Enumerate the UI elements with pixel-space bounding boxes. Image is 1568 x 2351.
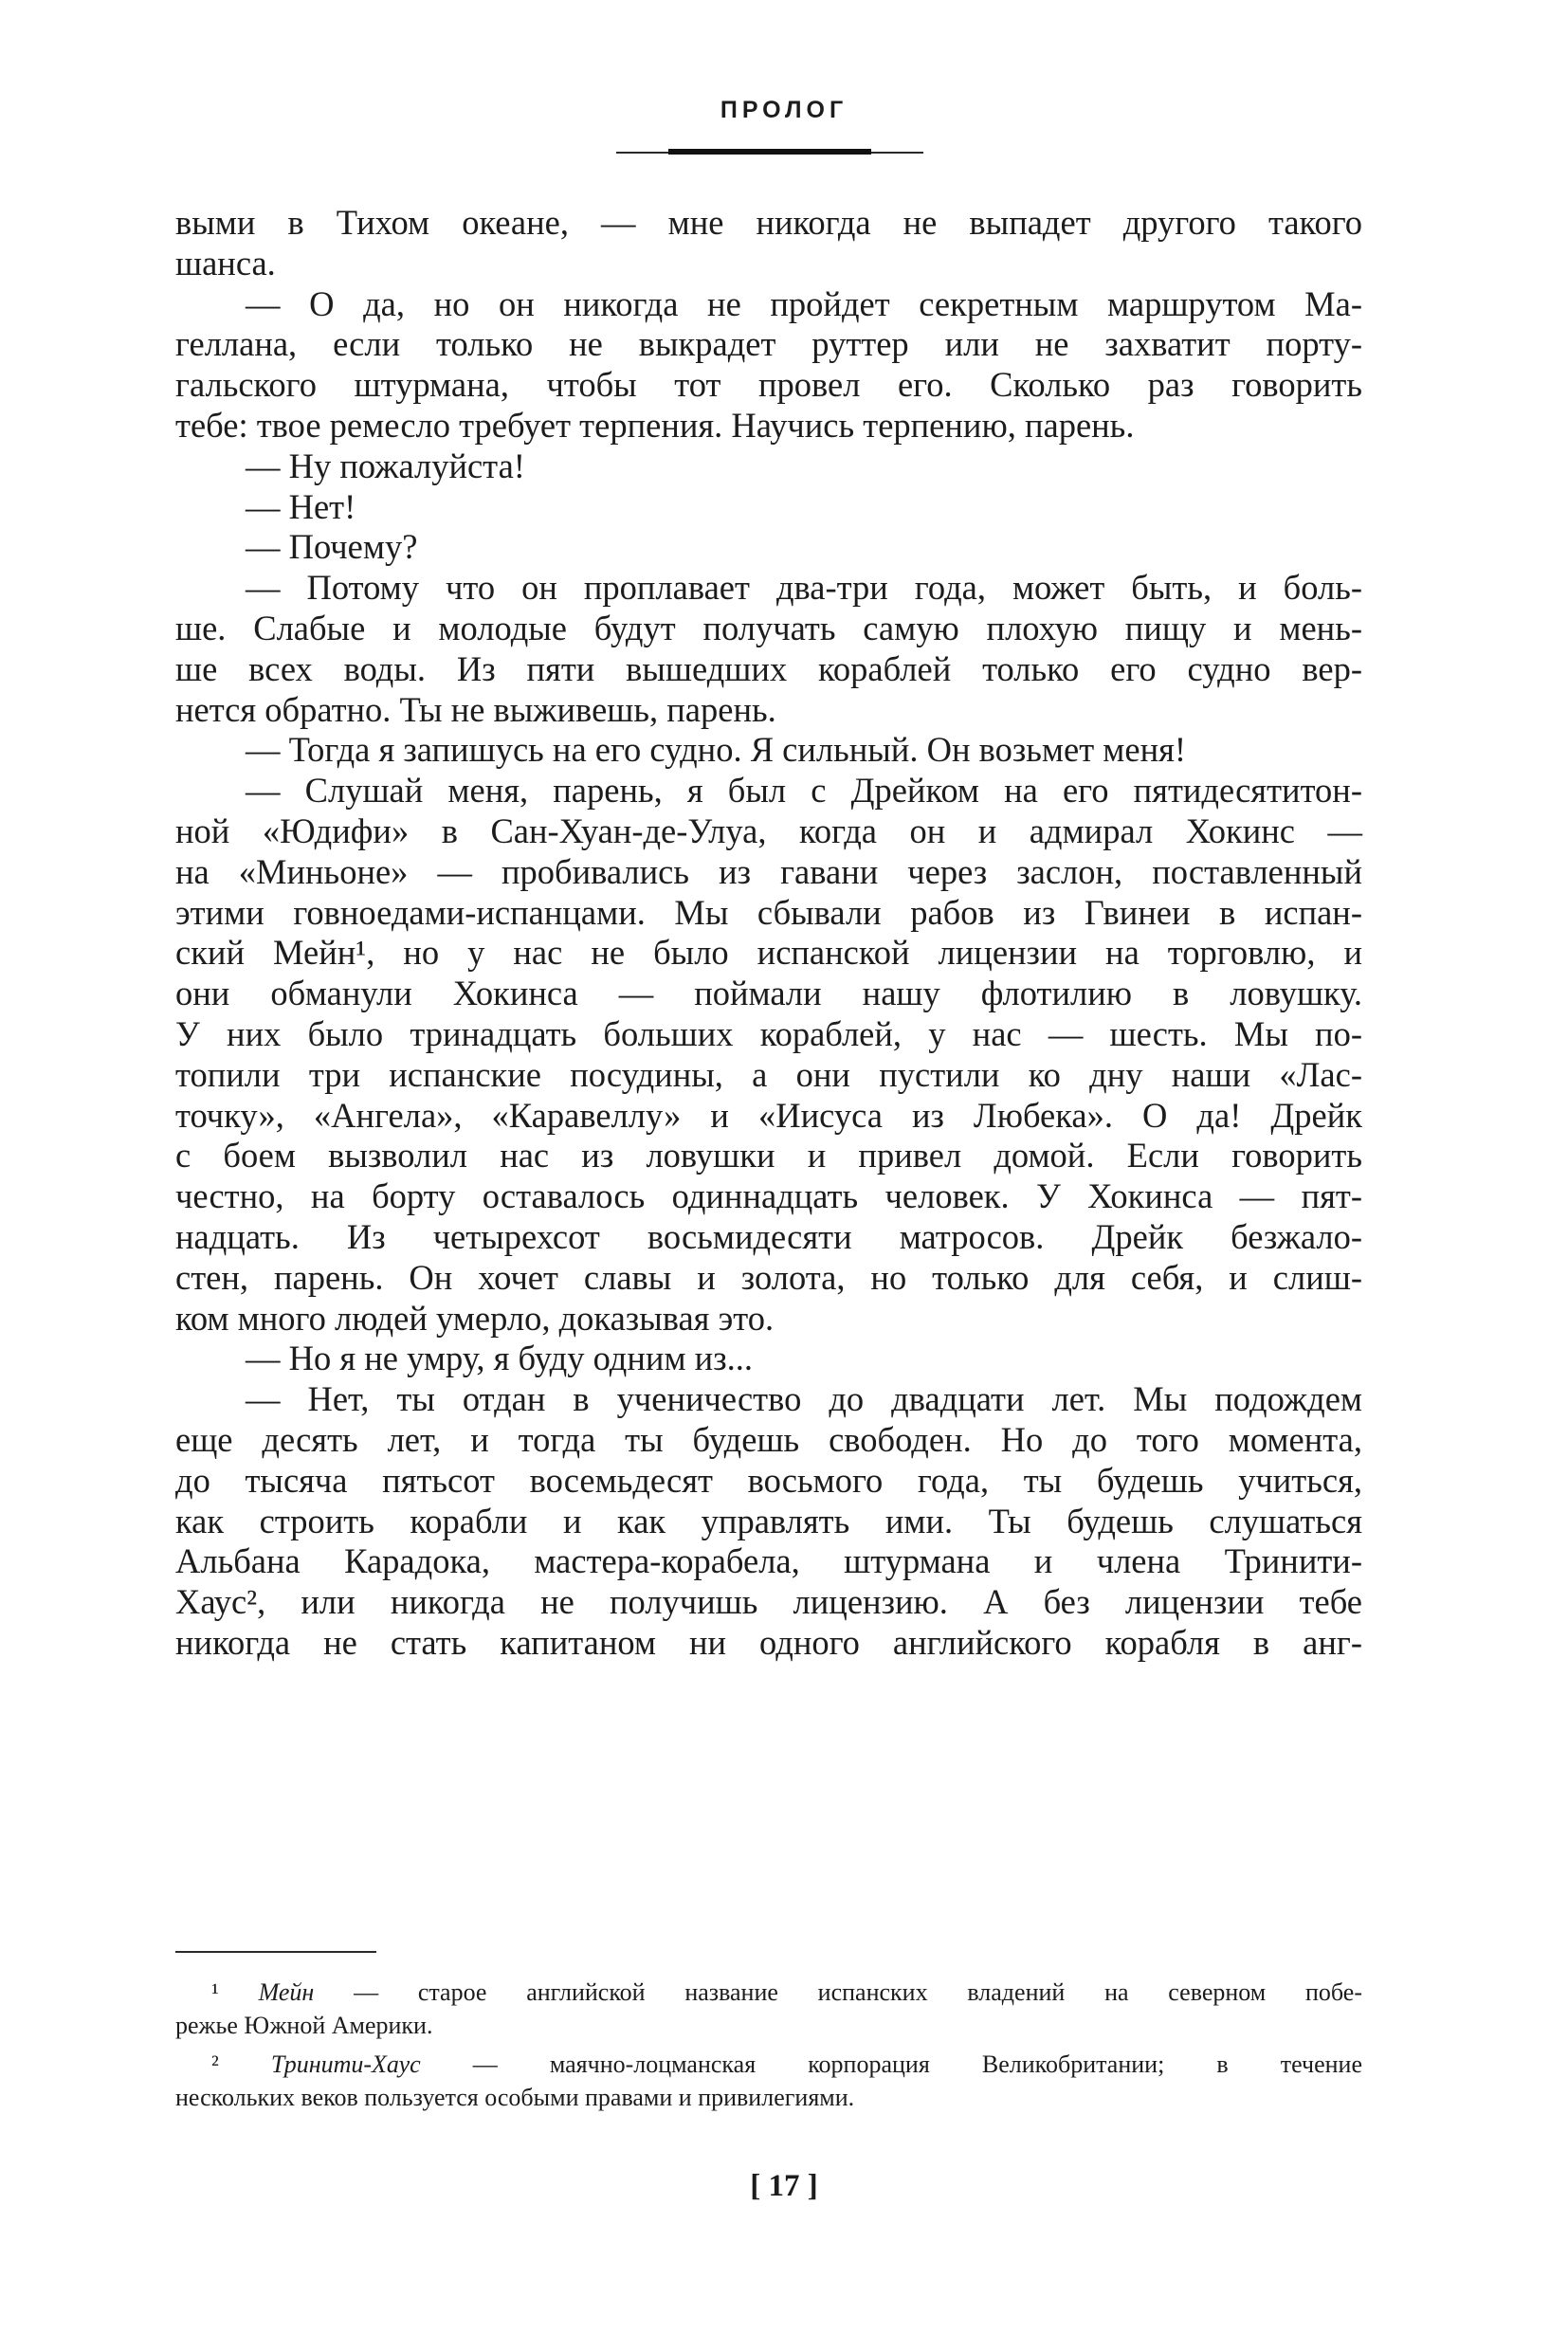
text-line: честно, на борту оставалось одиннадцать человек. У Хокинса — пят-	[175, 1176, 1362, 1216]
text-line: выми в Тихом океане, — мне никогда не выпадет другого такого	[175, 203, 1362, 242]
text-line: ше. Слабые и молодые будут получать самую плохую пищу и мень-	[175, 608, 1362, 647]
text-line: — Слушай меня, парень, я был с Дрейком на его пятидесятитон-	[246, 771, 1362, 811]
text-line: нется обратно. Ты не выживешь, парень.	[175, 689, 776, 729]
text-line: с боем вызволил нас из ловушки и привел домой. Если говорить	[175, 1136, 1362, 1176]
text-line: ский Мейн¹, но у нас не было испанской лицензии на торговлю, и	[175, 933, 1362, 973]
text-line: — Ну пожалуйста!	[246, 446, 525, 485]
text-line: — Но я не умру, я буду одним из...	[246, 1339, 753, 1378]
text-line: — Нет!	[246, 486, 356, 526]
footnotes	[175, 1976, 1362, 2114]
text-line: ной «Юдифи» в Сан-Хуан-де-Улуа, когда он и адмирал Хокинс —	[175, 811, 1362, 850]
text-line: надцать. Из четырехсот восьмидесяти матросов. Дрейк безжало-	[175, 1216, 1362, 1256]
footnote-text: — старое английской название испанских владений на северном побе-	[314, 1978, 1362, 2006]
page-number: [ 17 ]	[750, 2169, 818, 2203]
text-line: — Потому что он проплавает два-три года, может быть, и боль-	[246, 568, 1362, 608]
text-line: этими говноедами-испанцами. Мы сбывали рабов из Гвинеи в испан-	[175, 892, 1362, 932]
text-line: точку», «Ангела», «Каравеллу» и «Иисуса из Любека». О да! Дрейк	[175, 1095, 1362, 1135]
text-line: — О да, но он никогда не пройдет секретным маршрутом Ма-	[246, 283, 1362, 323]
running-head-rule-thick	[668, 149, 871, 155]
footnote-marker: ¹	[211, 1978, 259, 2006]
text-line: ком много людей умерло, доказывая это.	[175, 1298, 775, 1338]
footnote-separator	[175, 1951, 376, 1953]
text-line: Альбана Карадока, мастера-корабела, штурмана и члена Тринити-	[175, 1541, 1362, 1581]
text-line: еще десять лет, и тогда ты будешь свободен. Но до того момента,	[175, 1419, 1362, 1459]
footnote-line: нескольких веков пользуется особыми правами и привилегиями.	[175, 2084, 855, 2111]
text-line: шанса.	[175, 243, 276, 282]
text-line: Хаус², или никогда не получишь лицензию. А без лицензии тебе	[175, 1582, 1362, 1622]
footnote-term: Мейн	[258, 1978, 315, 2006]
text-line: они обманули Хокинса — поймали нашу флотилию в ловушку.	[175, 974, 1362, 1013]
text-line: гальского штурмана, чтобы тот провел его. Сколько раз говорить	[175, 365, 1362, 405]
text-line: на «Миньоне» — пробивались из гавани через заслон, поставленный	[175, 851, 1362, 891]
text-line: ше всех воды. Из пяти вышедших кораблей только его судно вер-	[175, 648, 1362, 688]
text-line: геллана, если только не выкрадет руттер или не захватит порту-	[175, 324, 1362, 364]
footnote-term: Тринити-Хаус	[270, 2050, 421, 2078]
footnote-line	[175, 2048, 1362, 2081]
footnote-text: — маячно-лоцманская корпорация Великобритании; в течение	[420, 2050, 1363, 2078]
footnote-line: режье Южной Америки.	[175, 2012, 433, 2039]
text-line: топили три испанские посудины, а они пустили ко дну наши «Лас-	[175, 1054, 1362, 1094]
text-line: до тысяча пятьсот восемьдесят восьмого года, ты будешь учиться,	[175, 1460, 1362, 1500]
text-line: — Нет, ты отдан в ученичество до двадцати лет. Мы подождем	[246, 1379, 1362, 1419]
text-line: стен, парень. Он хочет славы и золота, но только для себя, и слиш-	[175, 1257, 1362, 1297]
text-line: — Тогда я запишусь на его судно. Я сильный. Он возьмет меня!	[246, 730, 1187, 770]
text-line: — Почему?	[246, 527, 418, 567]
footnote-marker: ²	[211, 2050, 271, 2078]
text-line: как строить корабли и как управлять ими. Ты будешь слушаться	[175, 1501, 1362, 1540]
running-head: ПРОЛОГ	[720, 97, 848, 123]
footnote-line	[175, 1976, 1362, 2009]
text-line: У них было тринадцать больших кораблей, у нас — шесть. Мы по-	[175, 1013, 1362, 1053]
text-line: никогда не стать капитаном ни одного английского корабля в анг-	[175, 1622, 1362, 1662]
body-text	[175, 203, 1362, 1664]
text-line: тебе: твое ремесло требует терпения. Научись терпению, парень.	[175, 405, 1135, 445]
